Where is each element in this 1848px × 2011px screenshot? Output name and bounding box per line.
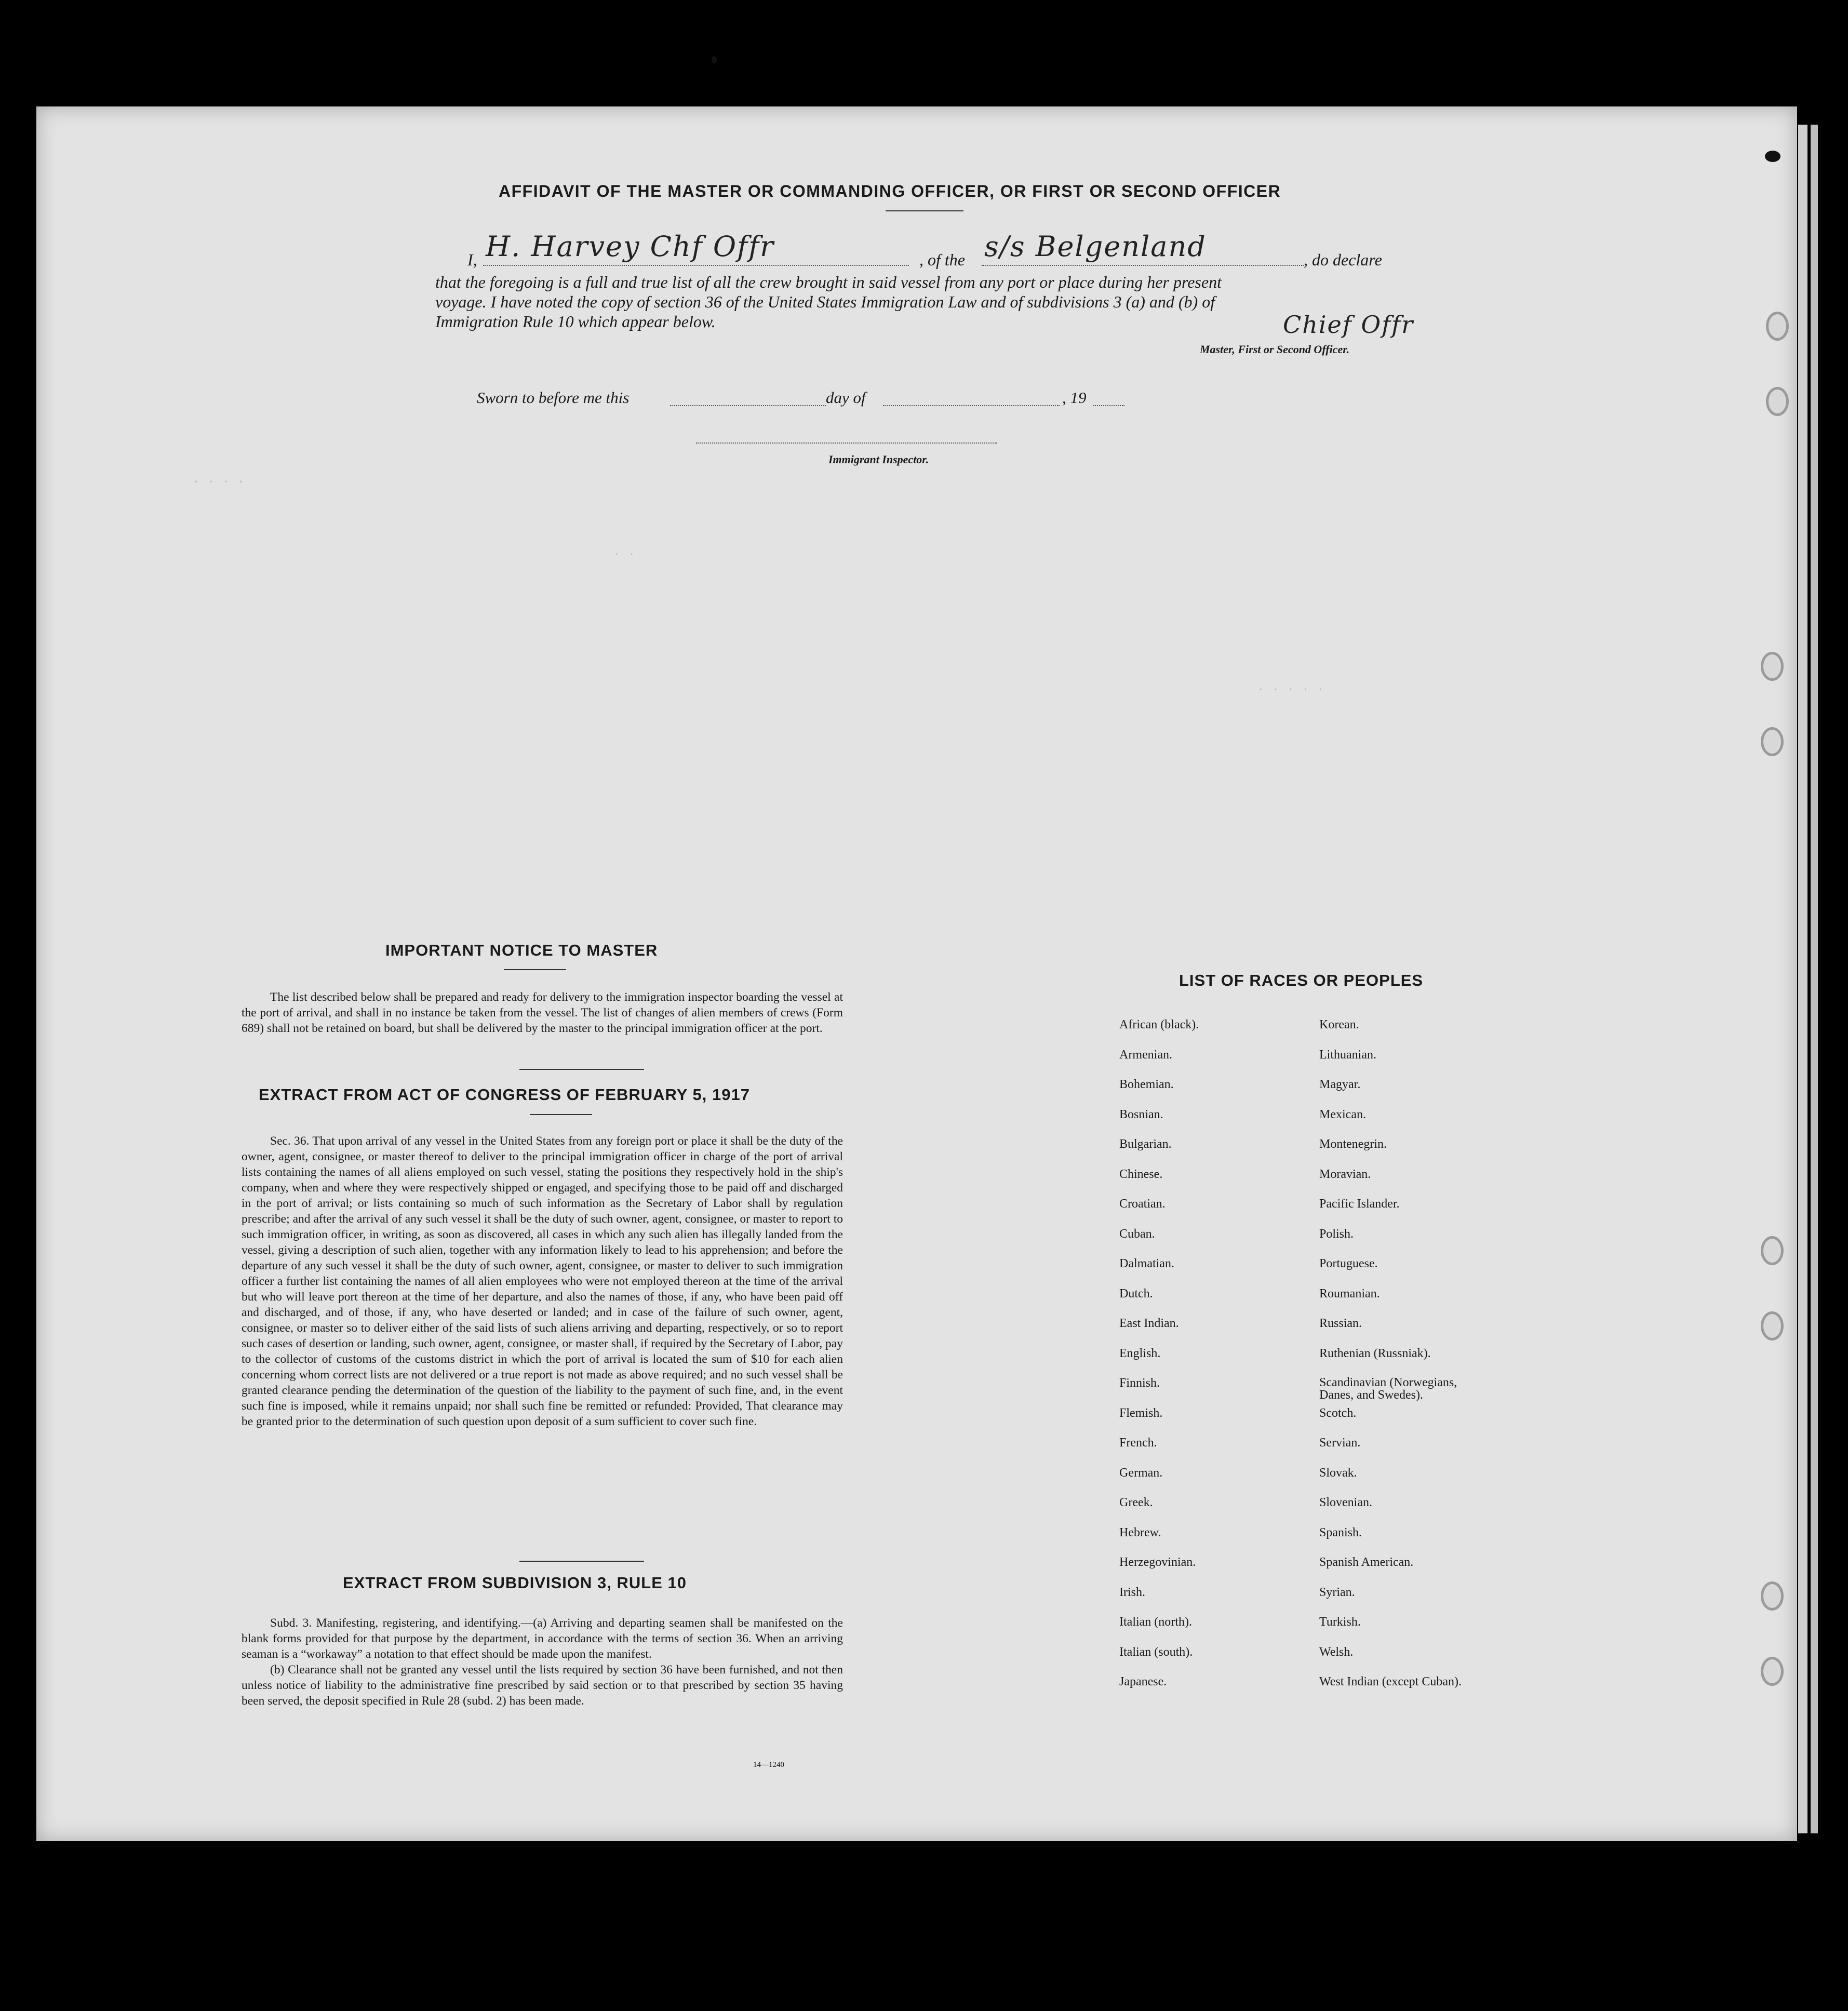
race-right-item: West Indian (except Cuban). xyxy=(1319,1675,1462,1688)
inspector-caption: Immigrant Inspector. xyxy=(828,453,929,466)
race-right-item: Polish. xyxy=(1319,1227,1354,1241)
officer-name-handwritten: H. Harvey Chf Offr xyxy=(486,230,774,263)
race-right-item: Servian. xyxy=(1319,1436,1361,1450)
race-left-item: Herzegovinian. xyxy=(1119,1556,1196,1569)
race-left-item: Irish. xyxy=(1119,1585,1145,1599)
section-rule xyxy=(519,1561,644,1562)
sworn-day-of: day of xyxy=(826,388,866,407)
page-edge xyxy=(1811,125,1818,1833)
race-left-item: German. xyxy=(1119,1466,1163,1480)
race-right-item: Welsh. xyxy=(1319,1645,1354,1659)
race-right-item: Turkish. xyxy=(1319,1615,1361,1629)
race-right-item: Moravian. xyxy=(1319,1167,1371,1181)
binder-hole xyxy=(1761,1311,1784,1340)
race-left-item: Bulgarian. xyxy=(1119,1137,1172,1151)
bleed-through: · · · · xyxy=(192,475,245,489)
binder-hole xyxy=(1761,1236,1784,1265)
act-text: Sec. 36. That upon arrival of any vessel in the United States from any foreign port or place it shall be the duty of the owner, agent, consignee, or master thereof to deliver to the principal immigration officer in charge of the port of arrival lists containing the names of all aliens employed on such vessel, stating the positions they respectively hold in the ship's company, when and where they were respectively shipped or engaged, and specifying those to be paid off and discharged in the port of arrival; or lists containing so much of such information as the Secretary of Labor shall by regulation prescribe; and after the arrival of any such vessel it shall be the duty of such owner, agent, consignee, or master to report to such immigration officer, in writing, as soon as discovered, all cases in which any such alien has illegally landed from the vessel, giving a description of such alien, together with any information likely to lead to his apprehension; and before the departure of any such vessel it shall be the duty of such owner, agent, consignee, or master to deliver to such immigration officer a further list containing the names of all alien employees who were not employed thereon at the time of the arrival but who will leave port thereon at the time of her departure, and also the names of those, if any, who have been paid off and discharged, and of those, if any, who have deserted or landed; and in case of the failure of such owner, agent, consignee, or master so to deliver either of the said lists of such aliens arriving and departing, respectively, or so to report such cases of desertion or landing, such owner, agent, consignee, or master shall, if required by the Secretary of Labor, pay to the collector of customs of the customs district in which the port of arrival is located the sum of $10 for each alien concerning whom correct lists are not delivered or a true report is not made as above required; and no such vessel shall be granted clearance pending the determination of the question of the liability to the payment of such fine, and, in the event such fine is imposed, while it remains unpaid; nor shall such fine be remitted or refunded: Provided, That clearance may be granted prior to the determination of such question upon deposit of a sum sufficient to cover such fine. xyxy=(242,1134,843,1428)
race-left-item: Greek. xyxy=(1119,1496,1153,1509)
binder-hole xyxy=(1766,312,1789,341)
race-left-item: Bohemian. xyxy=(1119,1078,1174,1091)
race-right-item: Lithuanian. xyxy=(1319,1048,1376,1062)
race-right-item: Pacific Islander. xyxy=(1319,1197,1400,1211)
race-right-item: Mexican. xyxy=(1319,1107,1366,1121)
race-left-item: Dutch. xyxy=(1119,1286,1153,1301)
scan-speck xyxy=(1765,151,1780,162)
vessel-name-line xyxy=(982,265,1304,266)
races-heading: LIST OF RACES OR PEOPLES xyxy=(1179,971,1424,989)
race-left-item: Bosnian. xyxy=(1119,1107,1163,1121)
affidavit-prefix: I, xyxy=(467,250,477,269)
race-right-item: Slovenian. xyxy=(1319,1496,1372,1509)
race-right-item: Magyar. xyxy=(1319,1078,1361,1091)
signature-caption: Master, First or Second Officer. xyxy=(1200,343,1350,356)
rule-para-b: (b) Clearance shall not be granted any vessel until the lists required by section 36 have been furnished, and not then unless notice of liability to the administrative fine prescribed by said section or to that prescribed by section 35 having been served, the deposit specified in Rule 28 (subd. 2) has been made. xyxy=(242,1663,843,1708)
race-right-item: Scotch. xyxy=(1319,1406,1357,1420)
race-right-item: Spanish American. xyxy=(1319,1556,1414,1569)
race-right-item: Syrian. xyxy=(1319,1585,1355,1599)
bleed-through: · · xyxy=(613,548,636,562)
race-right-item: Portuguese. xyxy=(1319,1257,1378,1270)
officer-name-line xyxy=(483,265,909,266)
sworn-year-prefix: , 19 xyxy=(1062,388,1087,407)
race-left-item: Croatian. xyxy=(1119,1197,1166,1211)
rule-text-block xyxy=(242,1615,843,1709)
affidavit-do-declare: , do declare xyxy=(1304,250,1382,269)
binder-hole xyxy=(1766,387,1789,416)
act-heading: EXTRACT FROM ACT OF CONGRESS OF FEBRUARY 5, 1917 xyxy=(259,1085,750,1104)
affidavit-of-the: , of the xyxy=(919,250,965,269)
race-right-item: Korean. xyxy=(1319,1018,1359,1031)
race-left-item: Hebrew. xyxy=(1119,1525,1161,1539)
rule-para-a: Subd. 3. Manifesting, registering, and identifying.—(a) Arriving and departing seamen shall be manifested on the blank forms provided for that purpose by the department, in accordance with the terms of section 36. When an arriving seaman is a “workaway” a notation to that effect should be made upon the manifest. xyxy=(242,1616,843,1661)
vessel-name-handwritten: s/s Belgenland xyxy=(984,230,1207,263)
title-rule xyxy=(886,210,963,211)
race-right-item: Roumanian. xyxy=(1319,1286,1380,1301)
race-left-item: Italian (north). xyxy=(1119,1615,1192,1629)
affidavit-line-4: Immigration Rule 10 which appear below. xyxy=(435,312,716,331)
race-left-item: Flemish. xyxy=(1119,1406,1163,1420)
sworn-day-line xyxy=(670,405,826,406)
race-left-item: African (black). xyxy=(1119,1018,1199,1031)
race-right-item: Spanish. xyxy=(1319,1525,1362,1539)
notice-rule xyxy=(504,969,566,970)
race-left-item: East Indian. xyxy=(1119,1317,1179,1330)
affidavit-line-2: that the foregoing is a full and true list of all the crew brought in said vessel from any port or place during her present xyxy=(435,273,1222,291)
notice-heading: IMPORTANT NOTICE TO MASTER xyxy=(385,941,658,959)
race-left-item: English. xyxy=(1119,1346,1161,1360)
race-right-item: Ruthenian (Russniak). xyxy=(1319,1346,1431,1360)
bleed-through: · · · · · xyxy=(1257,683,1324,697)
rule-heading: EXTRACT FROM SUBDIVISION 3, RULE 10 xyxy=(343,1574,687,1592)
scan-speck xyxy=(712,56,717,63)
race-left-item: Japanese. xyxy=(1119,1675,1167,1688)
races-list xyxy=(1119,1018,1535,1714)
race-right-item: Russian. xyxy=(1319,1317,1362,1330)
race-left-item: Armenian. xyxy=(1119,1048,1172,1062)
race-left-item: Finnish. xyxy=(1119,1376,1160,1390)
sworn-text: Sworn to before me this xyxy=(477,388,630,407)
binder-hole xyxy=(1761,652,1784,681)
race-right-item: Slovak. xyxy=(1319,1466,1357,1480)
affidavit-title: AFFIDAVIT OF THE MASTER OR COMMANDING OFFICER, OR FIRST OR SECOND OFFICER xyxy=(499,182,1281,200)
act-rule xyxy=(530,1114,592,1115)
notice-text-block xyxy=(242,989,843,1036)
section-rule xyxy=(519,1069,644,1070)
race-left-item: Italian (south). xyxy=(1119,1645,1193,1659)
act-text-block xyxy=(242,1133,843,1429)
binder-hole xyxy=(1761,1657,1784,1686)
race-right-item: Scandinavian (Norwegians, Danes, and Swedes). xyxy=(1319,1376,1457,1402)
race-left-item: Chinese. xyxy=(1119,1167,1163,1181)
race-left-item: Cuban. xyxy=(1119,1227,1155,1241)
race-right-item: Montenegrin. xyxy=(1319,1137,1387,1151)
form-number: 14—1240 xyxy=(753,1761,784,1769)
binder-hole xyxy=(1761,1581,1784,1611)
signature-handwritten: Chief Offr xyxy=(1283,311,1414,339)
race-left-item: French. xyxy=(1119,1436,1157,1450)
sworn-month-line xyxy=(883,405,1060,406)
inspector-signature-line xyxy=(696,443,997,444)
page-edge xyxy=(1798,125,1807,1833)
affidavit-line-3: voyage. I have noted the copy of section 36 of the United States Immigration Law and of subdivisions 3 (a) and (b) of xyxy=(435,292,1215,311)
race-left-item: Dalmatian. xyxy=(1119,1257,1174,1270)
sworn-year-line xyxy=(1093,405,1124,406)
binder-hole xyxy=(1761,727,1784,756)
notice-text: The list described below shall be prepared and ready for delivery to the immigration inspector boarding the vessel at the port of arrival, and shall in no instance be taken from the vessel. The list of changes of alien members of crews (Form 689) shall not be retained on board, but shall be delivered by the master to the principal immigration officer at the port. xyxy=(242,990,843,1035)
